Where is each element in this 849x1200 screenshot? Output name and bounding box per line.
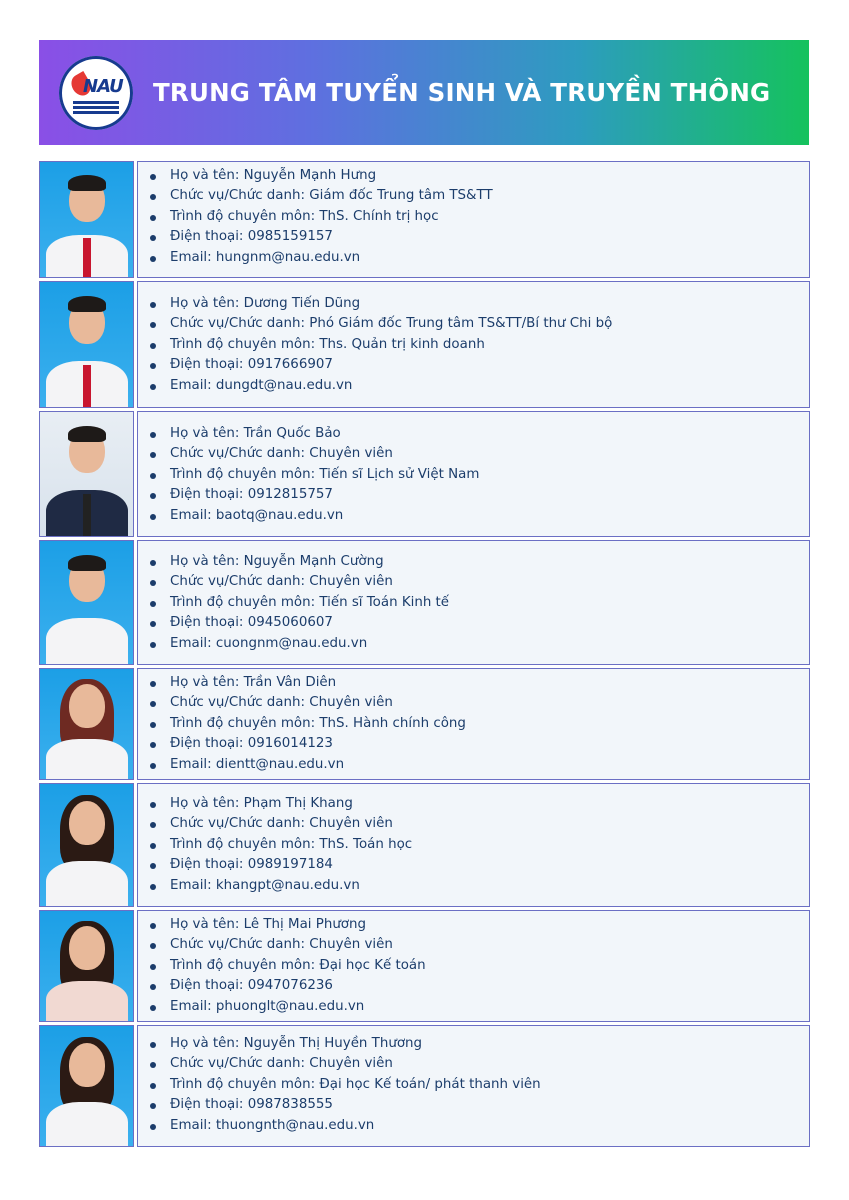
- staff-degree: Trình độ chuyên môn: ThS. Hành chính công: [150, 714, 809, 734]
- staff-row-8: [39, 1025, 810, 1147]
- staff-phone: Điện thoại: 0989197184: [150, 855, 809, 875]
- staff-name: Họ và tên: Trần Quốc Bảo: [150, 424, 809, 444]
- staff-position: Chức vụ/Chức danh: Chuyên viên: [150, 693, 809, 713]
- staff-email[interactable]: Email: khangpt@nau.edu.vn: [150, 876, 809, 896]
- staff-degree: Trình độ chuyên môn: ThS. Chính trị học: [150, 207, 809, 227]
- staff-position: Chức vụ/Chức danh: Chuyên viên: [150, 572, 809, 592]
- staff-email[interactable]: Email: cuongnm@nau.edu.vn: [150, 634, 809, 654]
- staff-photo: [39, 161, 134, 278]
- staff-position: Chức vụ/Chức danh: Chuyên viên: [150, 814, 809, 834]
- staff-phone: Điện thoại: 0947076236: [150, 976, 809, 996]
- staff-info: [137, 540, 810, 665]
- staff-name: Họ và tên: Nguyễn Thị Huyền Thương: [150, 1034, 809, 1054]
- staff-photo: [39, 281, 134, 408]
- staff-phone: Điện thoại: 0987838555: [150, 1095, 809, 1115]
- staff-row-3: [39, 411, 810, 537]
- staff-row-4: [39, 540, 810, 665]
- staff-name: Họ và tên: Nguyễn Mạnh Hưng: [150, 166, 809, 186]
- staff-name: Họ và tên: Phạm Thị Khang: [150, 794, 809, 814]
- staff-email[interactable]: Email: hungnm@nau.edu.vn: [150, 248, 809, 268]
- staff-name: Họ và tên: Dương Tiến Dũng: [150, 294, 809, 314]
- staff-row-5: [39, 668, 810, 780]
- staff-photo: [39, 668, 134, 780]
- staff-name: Họ và tên: Nguyễn Mạnh Cường: [150, 552, 809, 572]
- staff-position: Chức vụ/Chức danh: Chuyên viên: [150, 935, 809, 955]
- staff-photo: [39, 411, 134, 537]
- staff-position: Chức vụ/Chức danh: Giám đốc Trung tâm TS&TT: [150, 186, 809, 206]
- staff-photo: [39, 910, 134, 1022]
- staff-row-1: [39, 161, 810, 278]
- staff-email[interactable]: Email: dungdt@nau.edu.vn: [150, 376, 809, 396]
- logo-text: NAU: [83, 75, 123, 97]
- logo-emblem-lines: [73, 101, 119, 104]
- staff-phone: Điện thoại: 0916014123: [150, 734, 809, 754]
- staff-degree: Trình độ chuyên môn: Tiến sĩ Toán Kinh tế: [150, 593, 809, 613]
- staff-phone: Điện thoại: 0985159157: [150, 227, 809, 247]
- staff-info: [137, 281, 810, 408]
- staff-degree: Trình độ chuyên môn: Đại học Kế toán/ phát thanh viên: [150, 1075, 809, 1095]
- staff-phone: Điện thoại: 0912815757: [150, 485, 809, 505]
- staff-info: [137, 668, 810, 780]
- staff-position: Chức vụ/Chức danh: Phó Giám đốc Trung tâm TS&TT/Bí thư Chi bộ: [150, 314, 809, 334]
- staff-email[interactable]: Email: phuonglt@nau.edu.vn: [150, 997, 809, 1017]
- header-banner: [39, 40, 809, 145]
- staff-phone: Điện thoại: 0917666907: [150, 355, 809, 375]
- staff-photo: [39, 783, 134, 907]
- staff-row-6: [39, 783, 810, 907]
- staff-email[interactable]: Email: thuongnth@nau.edu.vn: [150, 1116, 809, 1136]
- staff-degree: Trình độ chuyên môn: Đại học Kế toán: [150, 956, 809, 976]
- staff-info: [137, 1025, 810, 1147]
- staff-degree: Trình độ chuyên môn: ThS. Toán học: [150, 835, 809, 855]
- staff-email[interactable]: Email: dientt@nau.edu.vn: [150, 755, 809, 775]
- staff-photo: [39, 540, 134, 665]
- staff-degree: Trình độ chuyên môn: Tiến sĩ Lịch sử Việt Nam: [150, 465, 809, 485]
- page-title: TRUNG TÂM TUYỂN SINH VÀ TRUYỀN THÔNG: [153, 78, 771, 107]
- staff-email[interactable]: Email: baotq@nau.edu.vn: [150, 506, 809, 526]
- staff-info: [137, 161, 810, 278]
- staff-name: Họ và tên: Trần Vân Diên: [150, 673, 809, 693]
- staff-name: Họ và tên: Lê Thị Mai Phương: [150, 915, 809, 935]
- staff-info: [137, 783, 810, 907]
- staff-photo: [39, 1025, 134, 1147]
- staff-row-2: [39, 281, 810, 408]
- staff-position: Chức vụ/Chức danh: Chuyên viên: [150, 1054, 809, 1074]
- staff-degree: Trình độ chuyên môn: Ths. Quản trị kinh doanh: [150, 335, 809, 355]
- nau-logo: [59, 56, 133, 130]
- staff-info: [137, 411, 810, 537]
- staff-row-7: [39, 910, 810, 1022]
- staff-list: [39, 161, 810, 1150]
- staff-position: Chức vụ/Chức danh: Chuyên viên: [150, 444, 809, 464]
- staff-info: [137, 910, 810, 1022]
- staff-phone: Điện thoại: 0945060607: [150, 613, 809, 633]
